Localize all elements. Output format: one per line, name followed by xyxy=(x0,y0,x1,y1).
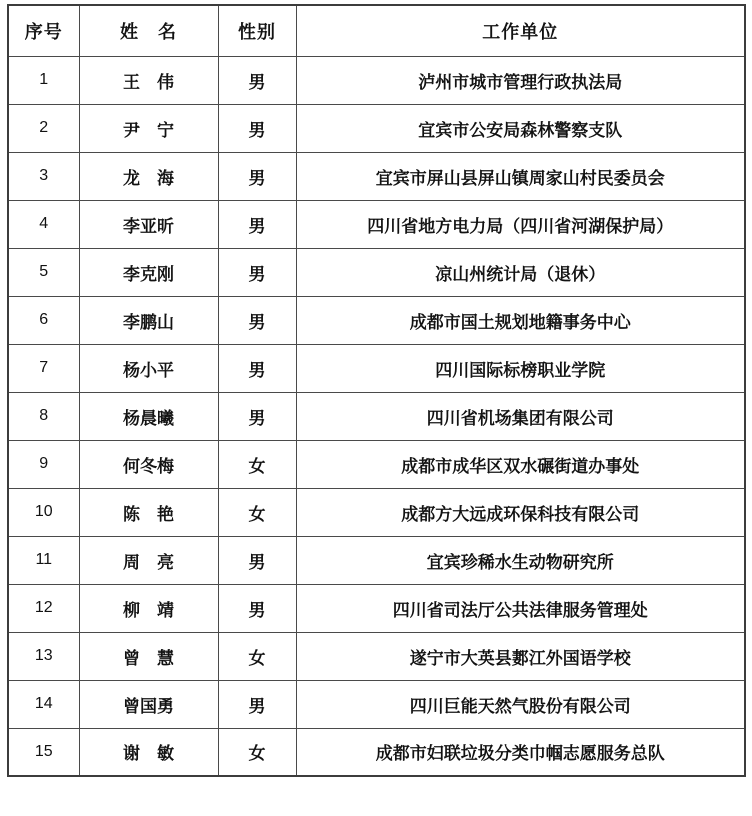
cell-unit: 四川省地方电力局（四川省河湖保护局） xyxy=(296,200,745,248)
cell-unit: 泸州市城市管理行政执法局 xyxy=(296,56,745,104)
cell-unit: 四川国际标榜职业学院 xyxy=(296,344,745,392)
header-row xyxy=(8,5,745,56)
cell-index: 3 xyxy=(8,152,79,200)
table-row xyxy=(8,296,745,344)
cell-index: 13 xyxy=(8,632,79,680)
cell-name: 李亚昕 xyxy=(79,200,218,248)
cell-index: 7 xyxy=(8,344,79,392)
cell-name: 陈 艳 xyxy=(79,488,218,536)
cell-index: 15 xyxy=(8,728,79,776)
table-row xyxy=(8,536,745,584)
cell-unit: 成都市国土规划地籍事务中心 xyxy=(296,296,745,344)
header-cell-gender: 性别 xyxy=(218,5,296,56)
table-row xyxy=(8,632,745,680)
cell-unit: 四川巨能天然气股份有限公司 xyxy=(296,680,745,728)
cell-gender: 女 xyxy=(218,440,296,488)
table-row xyxy=(8,248,745,296)
cell-index: 11 xyxy=(8,536,79,584)
cell-index: 4 xyxy=(8,200,79,248)
cell-name: 杨晨曦 xyxy=(79,392,218,440)
cell-name: 柳 靖 xyxy=(79,584,218,632)
cell-index: 12 xyxy=(8,584,79,632)
cell-unit: 四川省司法厅公共法律服务管理处 xyxy=(296,584,745,632)
table-row xyxy=(8,344,745,392)
table-row xyxy=(8,56,745,104)
cell-gender: 男 xyxy=(218,296,296,344)
roster-body xyxy=(8,56,745,776)
cell-name: 杨小平 xyxy=(79,344,218,392)
cell-name: 曾 慧 xyxy=(79,632,218,680)
cell-name: 李克刚 xyxy=(79,248,218,296)
cell-unit: 凉山州统计局（退休） xyxy=(296,248,745,296)
cell-gender: 女 xyxy=(218,488,296,536)
cell-gender: 男 xyxy=(218,200,296,248)
cell-index: 1 xyxy=(8,56,79,104)
roster-table xyxy=(7,4,746,777)
cell-unit: 成都市妇联垃圾分类巾帼志愿服务总队 xyxy=(296,728,745,776)
cell-gender: 男 xyxy=(218,248,296,296)
cell-index: 6 xyxy=(8,296,79,344)
cell-unit: 成都市成华区双水碾街道办事处 xyxy=(296,440,745,488)
cell-name: 李鹏山 xyxy=(79,296,218,344)
cell-name: 谢 敏 xyxy=(79,728,218,776)
cell-index: 8 xyxy=(8,392,79,440)
cell-index: 14 xyxy=(8,680,79,728)
table-row xyxy=(8,152,745,200)
cell-unit: 宜宾市屏山县屏山镇周家山村民委员会 xyxy=(296,152,745,200)
table-row xyxy=(8,392,745,440)
cell-name: 王 伟 xyxy=(79,56,218,104)
cell-unit: 宜宾珍稀水生动物研究所 xyxy=(296,536,745,584)
table-row xyxy=(8,440,745,488)
cell-gender: 男 xyxy=(218,56,296,104)
cell-name: 尹 宁 xyxy=(79,104,218,152)
header-cell-name: 姓 名 xyxy=(79,5,218,56)
cell-name: 龙 海 xyxy=(79,152,218,200)
cell-name: 周 亮 xyxy=(79,536,218,584)
table-row xyxy=(8,584,745,632)
cell-gender: 男 xyxy=(218,392,296,440)
cell-name: 何冬梅 xyxy=(79,440,218,488)
cell-index: 2 xyxy=(8,104,79,152)
table-row xyxy=(8,728,745,776)
cell-unit: 遂宁市大英县郪江外国语学校 xyxy=(296,632,745,680)
table-row xyxy=(8,200,745,248)
cell-gender: 男 xyxy=(218,680,296,728)
cell-gender: 男 xyxy=(218,536,296,584)
cell-name: 曾国勇 xyxy=(79,680,218,728)
cell-index: 10 xyxy=(8,488,79,536)
cell-unit: 宜宾市公安局森林警察支队 xyxy=(296,104,745,152)
cell-gender: 男 xyxy=(218,584,296,632)
header-cell-index: 序号 xyxy=(8,5,79,56)
cell-unit: 成都方大远成环保科技有限公司 xyxy=(296,488,745,536)
cell-index: 9 xyxy=(8,440,79,488)
table-row xyxy=(8,680,745,728)
table-row xyxy=(8,104,745,152)
header-cell-unit: 工作单位 xyxy=(296,5,745,56)
cell-unit: 四川省机场集团有限公司 xyxy=(296,392,745,440)
table-row xyxy=(8,488,745,536)
cell-gender: 男 xyxy=(218,344,296,392)
cell-gender: 女 xyxy=(218,728,296,776)
cell-gender: 女 xyxy=(218,632,296,680)
cell-gender: 男 xyxy=(218,152,296,200)
cell-gender: 男 xyxy=(218,104,296,152)
cell-index: 5 xyxy=(8,248,79,296)
